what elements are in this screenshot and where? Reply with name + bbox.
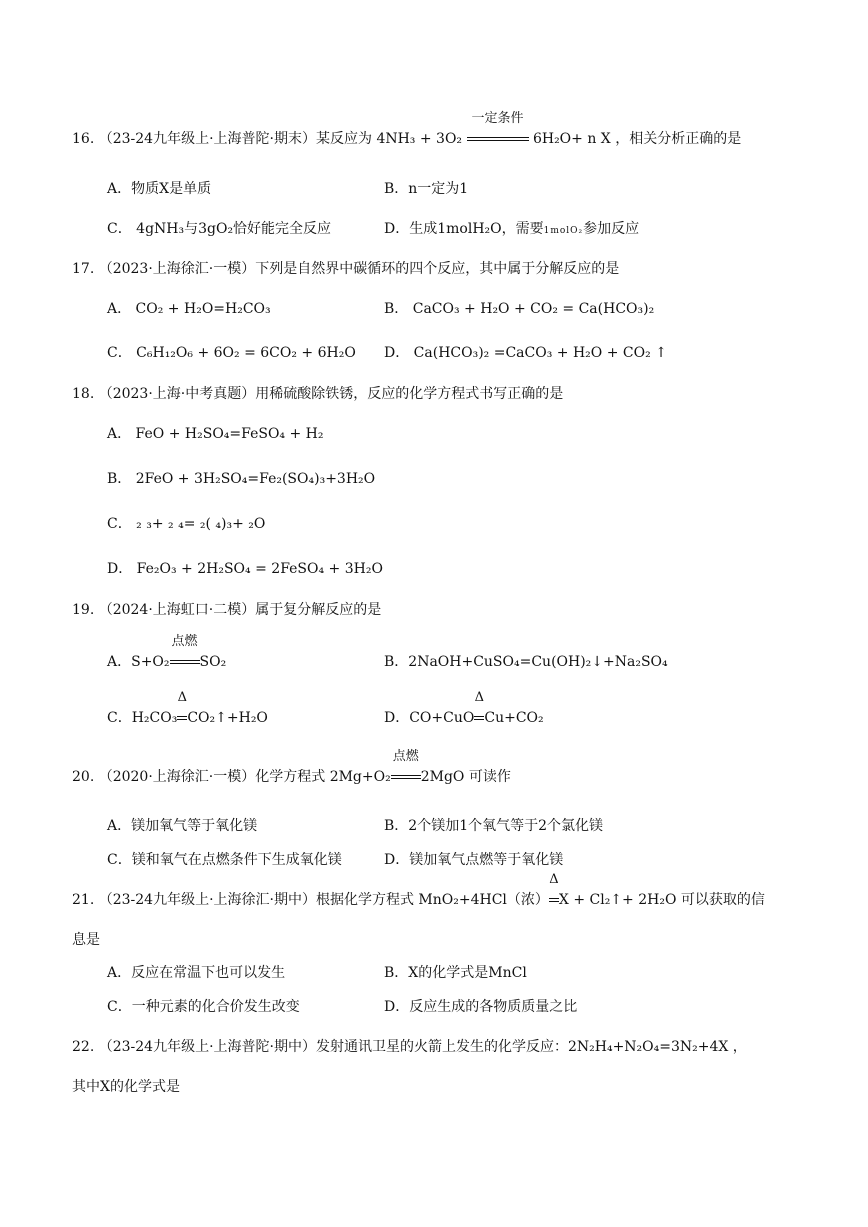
- q16-option-d-post: 参加反应: [583, 221, 640, 237]
- question-19-stem: 19. （2024·上海虹口·二模）属于复分解反应的是: [72, 602, 382, 618]
- q20-option-d[interactable]: D．镁加氧气点燃等于氧化镁: [384, 852, 564, 868]
- reaction-condition-text: 一定条件: [471, 111, 524, 126]
- q19-option-a[interactable]: [107, 634, 227, 672]
- q20-option-a[interactable]: A．镁加氧气等于氧化镁: [107, 818, 258, 834]
- equals-double-line: [467, 137, 529, 141]
- question-21: [72, 872, 765, 910]
- q21-condition-arrow: [549, 872, 559, 910]
- q16-option-d-small: 1molO₂: [543, 226, 584, 236]
- q16-option-c[interactable]: C． 4gNH₃与3gO₂恰好能完全反应: [107, 221, 332, 237]
- q21-option-c[interactable]: C．一种元素的化合价发生改变: [107, 999, 300, 1015]
- q19-d-condition-text: Δ: [474, 690, 485, 705]
- equals-double-line: [177, 716, 187, 720]
- q19-option-b[interactable]: B．2NaOH+CuSO₄=Cu(OH)₂↓+Na₂SO₄: [384, 654, 668, 670]
- q16-option-d-pre: D．生成1molH₂O，需要: [384, 221, 544, 237]
- question-16-stem-end: ，相关分析正确的是: [615, 131, 742, 147]
- q21-option-d[interactable]: D．反应生成的各物质质量之比: [384, 999, 578, 1015]
- q19-c-right: CO₂↑+H₂O: [187, 710, 268, 726]
- q21-option-a[interactable]: A．反应在常温下也可以发生: [107, 965, 286, 981]
- q20-option-b[interactable]: B．2个镁加1个氧气等于2个氯化镁: [384, 818, 604, 834]
- q18-option-a[interactable]: A． FeO + H₂SO₄=FeSO₄ + H₂: [107, 426, 324, 442]
- q21-condition-text: Δ: [549, 872, 559, 887]
- question-22-stem-line2: 其中X的化学式是: [72, 1079, 180, 1095]
- q19-a-condition-text: 点燃: [171, 634, 198, 649]
- q18-option-b[interactable]: B． 2FeO + 3H₂SO₄=Fe₂(SO₄)₃+3H₂O: [107, 471, 376, 487]
- question-21-stem-line2: 息是: [72, 932, 100, 948]
- q19-d-condition-arrow: [474, 690, 485, 728]
- q16-option-b[interactable]: B．n一定为1: [384, 181, 469, 197]
- q17-option-c[interactable]: C． C₆H₁₂O₆ + 6O₂ = 6CO₂ + 6H₂O: [107, 345, 356, 361]
- q18-option-c[interactable]: C． ₂ ₃+ ₂ ₄= ₂( ₄)₃+ ₂O: [107, 516, 266, 532]
- question-21-stem-end: X + Cl₂↑+ 2H₂O 可以获取的信: [558, 892, 765, 908]
- q19-c-condition-text: Δ: [177, 690, 188, 705]
- q21-option-b[interactable]: B．X的化学式是MnCl: [384, 965, 527, 981]
- equation-left: 4NH₃ + 3O₂: [376, 131, 463, 147]
- q19-c-left: C．H₂CO₃: [107, 710, 178, 726]
- question-20-stem: 20. （2020·上海徐汇·一模）化学方程式 2Mg+O₂: [72, 769, 391, 785]
- equals-double-line: [170, 660, 200, 664]
- equation-right: 6H₂O+ n X: [532, 131, 611, 147]
- q19-c-condition-arrow: [177, 690, 188, 728]
- q20-condition-arrow: [391, 749, 421, 787]
- question-17-stem: 17. （2023·上海徐汇·一模）下列是自然界中碳循环的四个反应，其中属于分解反应的是: [72, 261, 620, 277]
- q16-option-a[interactable]: A．物质X是单质: [107, 181, 212, 197]
- question-21-stem: 21. （23-24九年级上·上海徐汇·期中）根据化学方程式 MnO₂+4HCl（浓）: [72, 892, 549, 908]
- q20-option-c[interactable]: C．镁和氧气在点燃条件下生成氧化镁: [107, 852, 342, 868]
- question-20: [72, 749, 511, 787]
- question-22-stem: 22. （23-24九年级上·上海普陀·期中）发射通讯卫星的火箭上发生的化学反应：2N₂H₄+N₂O₄=3N₂+4X ，: [72, 1039, 747, 1055]
- equals-double-line: [474, 716, 484, 720]
- q19-d-left: D．CO+CuO: [384, 710, 475, 726]
- reaction-condition-arrow: [467, 111, 529, 149]
- q17-option-b[interactable]: B． CaCO₃ + H₂O + CO₂ = Ca(HCO₃)₂: [384, 301, 655, 317]
- question-16-stem: 16. （23-24九年级上·上海普陀·期末）某反应为: [72, 131, 372, 147]
- q20-condition-text: 点燃: [392, 749, 419, 764]
- equals-double-line: [391, 775, 421, 779]
- equals-double-line: [549, 898, 559, 902]
- q19-option-c[interactable]: [107, 690, 268, 728]
- q18-option-d[interactable]: D． Fe₂O₃ + 2H₂SO₄ = 2FeSO₄ + 3H₂O: [107, 561, 383, 577]
- question-18-stem: 18. （2023·上海·中考真题）用稀硫酸除铁锈，反应的化学方程式书写正确的是: [72, 386, 564, 402]
- q16-option-d[interactable]: [384, 219, 639, 241]
- q17-option-d[interactable]: D． Ca(HCO₃)₂ =CaCO₃ + H₂O + CO₂ ↑: [384, 345, 667, 361]
- q19-a-left: A．S+O₂: [107, 654, 170, 670]
- q17-option-a[interactable]: A． CO₂ + H₂O=H₂CO₃: [107, 301, 271, 317]
- question-20-stem-end: 2MgO 可读作: [420, 769, 511, 785]
- q19-a-condition-arrow: [170, 634, 200, 672]
- q19-d-right: Cu+CO₂: [484, 710, 544, 726]
- q19-a-right: SO₂: [199, 654, 227, 670]
- question-16: [72, 111, 742, 149]
- q19-option-d[interactable]: [384, 690, 544, 728]
